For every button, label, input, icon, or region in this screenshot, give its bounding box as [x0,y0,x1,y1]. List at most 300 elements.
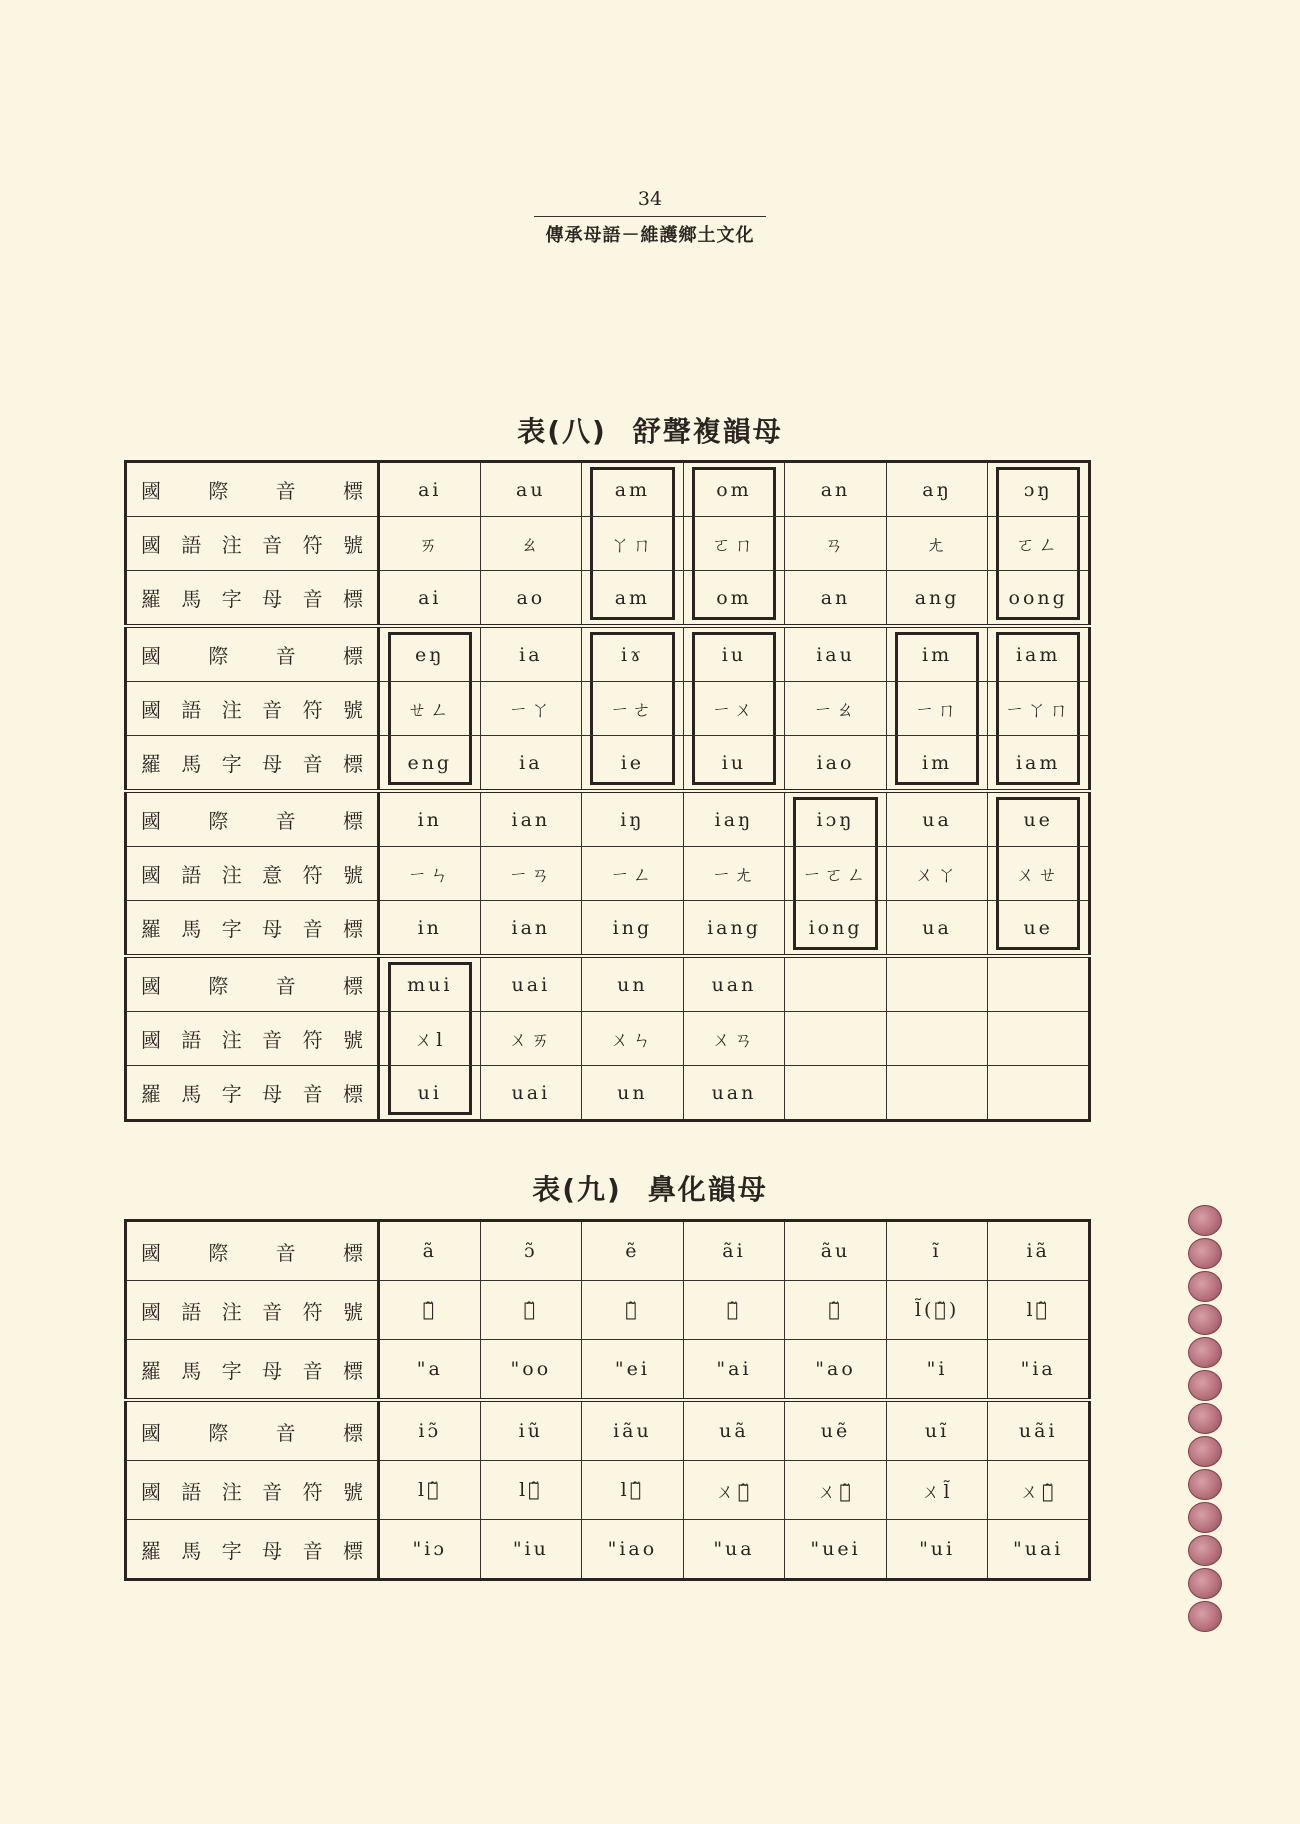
label-char: 音 [275,974,296,998]
cell-value: in [417,916,442,939]
table-cell [582,791,684,847]
table-cell [988,1012,1090,1066]
label-char: 字 [221,1538,242,1563]
label-char: 羅 [141,917,161,941]
table-cell [683,462,785,517]
cell-value: lㄨ̃ [519,1479,543,1501]
table-row [126,1400,1090,1461]
table-cell [988,956,1090,1012]
label-char: 音 [302,1358,323,1383]
label-char: 國 [141,1240,161,1265]
label-char: 標 [342,1538,363,1563]
table-cell [582,1281,684,1340]
label-char: 字 [221,752,242,776]
table-cell [886,1066,988,1121]
table-cell [785,1221,887,1281]
cell-value: iã [1026,1240,1050,1262]
table-row [126,1461,1090,1520]
table-cell [480,1012,582,1066]
table-row [126,736,1090,792]
label-char: 注 [221,533,242,557]
row-label-text [141,748,363,777]
label-char: 音 [262,533,283,557]
label-char: 國 [141,1479,161,1504]
row-label [126,1340,379,1401]
table-cell [785,1400,887,1461]
cell-value: eŋ [415,643,445,666]
label-char: 語 [181,698,202,722]
table-cell [988,847,1090,901]
table-cell [988,1400,1090,1461]
table-cell [785,682,887,736]
table-cell [886,736,988,792]
table-cell [785,1066,887,1121]
label-char: 語 [181,1299,202,1324]
row-label-text [141,913,363,942]
label-char: 號 [342,1479,363,1504]
table-row [126,1520,1090,1580]
table-cell [480,1400,582,1461]
row-label-text [141,1417,363,1446]
table-cell [582,517,684,571]
label-char: 標 [342,1358,363,1383]
cell-value: ㄠ̃ [828,1299,843,1321]
cell-value: uan [711,1081,757,1104]
cell-value: ua [922,916,952,939]
table-cell [480,1520,582,1580]
row-label [126,571,379,627]
row-label [126,1400,379,1461]
table-cell [988,1461,1090,1520]
table-cell [886,1520,988,1580]
cell-value: an [820,478,851,501]
table-cell [582,736,684,792]
table-cell [886,1012,988,1066]
table-cell [886,626,988,682]
cell-value: iɤ [621,643,644,666]
table-cell [886,791,988,847]
row-label-text [141,694,363,723]
table-cell [886,682,988,736]
ornament-dot [1188,1535,1222,1566]
cell-value: ing [612,916,653,939]
table-cell [785,956,887,1012]
table-cell [379,626,481,682]
label-char: 國 [141,644,161,668]
table-cell [582,682,684,736]
cell-value: ie [620,751,645,774]
cell-value: ㄧㄜ [610,699,655,721]
cell-value: ㄨl̃ [921,1480,953,1503]
table-cell [379,1281,481,1340]
table-cell [379,1012,481,1066]
cell-value: "a [416,1358,443,1380]
table-cell [683,791,785,847]
cell-value: aŋ [922,478,952,501]
label-char: 馬 [181,917,202,941]
row-label-text [141,640,363,669]
cell-value: uan [711,973,757,996]
table-row [126,847,1090,901]
table-row [126,462,1090,517]
cell-value: ㄨl [414,1029,446,1051]
cell-value: ĩ [932,1240,942,1262]
table-cell [683,517,785,571]
label-char: 標 [342,479,363,503]
label-char: 標 [342,809,363,833]
label-char: 音 [275,809,296,833]
cell-value: ㄞ̃ [726,1299,742,1321]
cell-value: au [516,478,546,501]
label-char: 注 [221,1028,242,1052]
label-char: 羅 [141,1082,161,1106]
cell-value: ㄨㄞ̃ [1019,1480,1057,1503]
table-cell [379,736,481,792]
label-char: 語 [181,1028,202,1052]
cell-value: "oo [510,1358,552,1380]
table-row [126,682,1090,736]
table-cell [988,571,1090,627]
label-char: 音 [262,698,283,722]
cell-value: ㄨㄞ [508,1029,553,1051]
row-label [126,956,379,1012]
table-cell [480,847,582,901]
cell-value: ㄧㄣ [407,864,452,886]
cell-value: ㄞ [418,534,441,556]
row-label-text [141,1237,363,1266]
label-char: 標 [342,644,363,668]
row-label-text [141,1535,363,1564]
table-cell [379,847,481,901]
label-char: 符 [302,1479,323,1504]
table-cell [785,736,887,792]
cell-value: ue [1023,916,1053,939]
table-row [126,1340,1090,1401]
row-label-text [141,1078,363,1107]
row-label [126,682,379,736]
cell-value: iang [707,916,761,939]
label-char: 母 [262,752,283,776]
table-cell [379,462,481,517]
table-cell [480,626,582,682]
label-char: 際 [208,809,229,833]
table-cell [582,1012,684,1066]
table-row [126,1066,1090,1121]
label-char: 號 [342,1299,363,1324]
cell-value: uai [511,973,551,996]
table-cell [683,956,785,1012]
cell-value: "ua [713,1538,755,1560]
label-char: 國 [141,1028,161,1052]
table-cell [988,736,1090,792]
cell-value: iu [721,643,747,666]
label-char: 音 [262,1299,283,1324]
table-cell [683,847,785,901]
table-cell [683,901,785,957]
row-label-text [141,805,363,834]
table-cell [988,682,1090,736]
table-cell [683,1461,785,1520]
label-char: 字 [221,1082,242,1106]
label-char: 羅 [141,1358,161,1383]
label-char: 音 [275,1420,296,1445]
cell-value: iu [721,751,747,774]
row-label [126,847,379,901]
table-cell [582,462,684,517]
label-char: 母 [262,1538,283,1563]
cell-value: lㄠ̃ [620,1479,645,1501]
row-label-text [141,1476,363,1505]
cell-value: uẽ [820,1420,851,1442]
label-char: 標 [342,917,363,941]
label-char: 馬 [181,1082,202,1106]
table-cell [582,901,684,957]
row-label-text [141,1355,363,1384]
table-cell [379,1221,481,1281]
table-cell [480,517,582,571]
label-char: 音 [302,1082,323,1106]
cell-value: "iɔ [412,1538,448,1560]
label-char: 注 [221,1299,242,1324]
table-cell [379,901,481,957]
row-label [126,626,379,682]
cell-value: om [716,586,752,609]
cell-value: ai [418,478,442,501]
table-cell [683,1281,785,1340]
cell-value: ㄠ [519,534,542,556]
label-char: 際 [208,1420,229,1445]
cell-value: ㄨㄝ̃ [817,1480,854,1503]
table8-compound-finals [124,460,1091,1122]
cell-value: ㄧㄚㄇ [1005,699,1072,721]
row-label-text [141,529,363,558]
row-label [126,901,379,957]
table-cell [785,847,887,901]
table-cell [379,571,481,627]
cell-value: ㄧㄠ [813,699,858,721]
cell-value: ㄧㄇ [915,699,960,721]
label-char: 字 [221,917,242,941]
table-cell [480,571,582,627]
cell-value: ㄨㄣ [610,1029,655,1051]
table-cell [379,682,481,736]
cell-value: ㄧㄢ [508,864,553,886]
row-label [126,1461,379,1520]
page-header [0,188,1300,247]
label-char: 音 [302,752,323,776]
table9-title-text: 鼻化韻母 [647,1173,768,1206]
table-cell [988,1340,1090,1401]
table-cell [480,1461,582,1520]
cell-value: ian [511,808,551,831]
cell-value: ㄧㄥ [610,864,655,886]
cell-value: ㄨㄚ [915,864,960,886]
ornament-dot [1188,1238,1222,1269]
table-cell [683,682,785,736]
table-cell [480,1281,582,1340]
table-row [126,901,1090,957]
cell-value: ã [422,1240,437,1262]
label-char: 音 [275,1240,296,1265]
cell-value: ian [511,916,551,939]
cell-value: ue [1023,808,1053,831]
table-cell [785,1012,887,1066]
table-cell [683,1066,785,1121]
table-cell [379,1400,481,1461]
cell-value: iam [1015,751,1061,774]
table-cell [683,1221,785,1281]
page-number: 34 [637,188,663,210]
cell-value: "uei [810,1538,861,1560]
label-char: 音 [275,479,296,503]
table-cell [582,1221,684,1281]
table-cell [379,791,481,847]
table-cell [785,571,887,627]
table-cell [886,1221,988,1281]
table-cell [886,1281,988,1340]
table-cell [988,517,1090,571]
ornament-dot [1188,1205,1222,1236]
label-char: 際 [208,974,229,998]
table-cell [886,517,988,571]
row-label-text [141,1296,363,1325]
label-char: 母 [262,1358,283,1383]
label-char: 號 [342,533,363,557]
cell-value: "ia [1020,1358,1056,1380]
cell-value: ㄛㄥ [1016,534,1061,556]
cell-value: ㄨㄝ [1016,864,1061,886]
table-cell [785,1520,887,1580]
label-char: 符 [302,533,323,557]
table-cell [785,791,887,847]
cell-value: ㄨㄚ̃ [715,1480,753,1503]
table-row [126,626,1090,682]
cell-value: ia [519,643,543,666]
cell-value: im [922,751,953,774]
table-cell [582,571,684,627]
cell-value: om [716,478,752,501]
cell-value: ㄝ̃ [625,1299,640,1321]
table-cell [582,956,684,1012]
table-cell [480,791,582,847]
table-cell [379,1340,481,1401]
label-char: 標 [342,974,363,998]
label-char: 標 [342,587,363,611]
row-label [126,1066,379,1121]
cell-value: iɔ̃ [418,1420,442,1442]
row-label [126,1281,379,1340]
cell-value: ㄧㄚ [508,699,553,721]
cell-value: am [614,586,651,609]
label-char: 標 [342,1420,363,1445]
table-cell [683,1400,785,1461]
cell-value: un [617,1081,648,1104]
cell-value: iong [808,916,863,939]
label-char: 國 [141,698,161,722]
ornament-dot [1188,1502,1222,1533]
table-cell [886,901,988,957]
label-char: 國 [141,479,161,503]
label-char: 母 [262,587,283,611]
table-cell [582,1400,684,1461]
label-char: 國 [141,974,161,998]
table-cell [785,462,887,517]
label-char: 母 [262,917,283,941]
row-label [126,1520,379,1580]
table-cell [480,1066,582,1121]
cell-value: uai [511,1081,551,1104]
cell-value: ãu [820,1240,851,1262]
table-cell [683,1012,785,1066]
table-cell [480,1340,582,1401]
label-char: 母 [262,1082,283,1106]
cell-value: eng [407,751,453,774]
label-char: 國 [141,1299,161,1324]
table-cell [988,901,1090,957]
cell-value: ang [914,586,960,609]
cell-value: mui [407,973,453,996]
table-cell [683,571,785,627]
cell-value: ao [516,586,546,609]
table-cell [683,626,785,682]
table-cell [785,1461,887,1520]
cell-value: ㄧㄛㄥ [802,864,869,886]
cell-value: ẽ [625,1240,640,1262]
cell-value: ia [519,751,543,774]
label-char: 注 [221,698,242,722]
label-char: 音 [302,587,323,611]
cell-value: am [614,478,651,501]
row-label-text [141,1024,363,1053]
cell-value: im [922,643,953,666]
cell-value: un [617,973,648,996]
label-char: 音 [302,917,323,941]
table9-title-label: 表(九) [532,1173,622,1206]
table-cell [379,517,481,571]
table-cell [683,1520,785,1580]
table-row [126,1221,1090,1281]
cell-value: ɔ̃ [524,1240,538,1262]
table-cell [785,1281,887,1340]
table9-title [0,1168,1300,1208]
table-cell [886,571,988,627]
cell-value: ㄧㄤ [711,864,756,886]
row-label [126,1221,379,1281]
label-char: 馬 [181,1358,202,1383]
ornament-dot [1188,1568,1222,1599]
cell-value: "ao [815,1358,856,1380]
cell-value: "iao [607,1538,658,1560]
cell-value: l̃(－̃) [914,1299,960,1321]
label-char: 馬 [181,1538,202,1563]
table-cell [988,1066,1090,1121]
ornament-dot [1188,1436,1222,1467]
cell-value: ㄧㄨ [711,699,756,721]
label-char: 馬 [181,752,202,776]
table-row [126,791,1090,847]
row-label-text [141,583,363,612]
table-row [126,1281,1090,1340]
table-cell [480,682,582,736]
table-cell [683,736,785,792]
cell-value: lㄚ̃ [1026,1299,1050,1321]
cell-value: ㄛㄇ [711,534,756,556]
label-char: 符 [302,698,323,722]
label-char: 符 [302,1028,323,1052]
cell-value: iɔŋ [816,808,855,831]
cell-value: ㄚㄇ [610,534,655,556]
ornament-dot [1188,1304,1222,1335]
